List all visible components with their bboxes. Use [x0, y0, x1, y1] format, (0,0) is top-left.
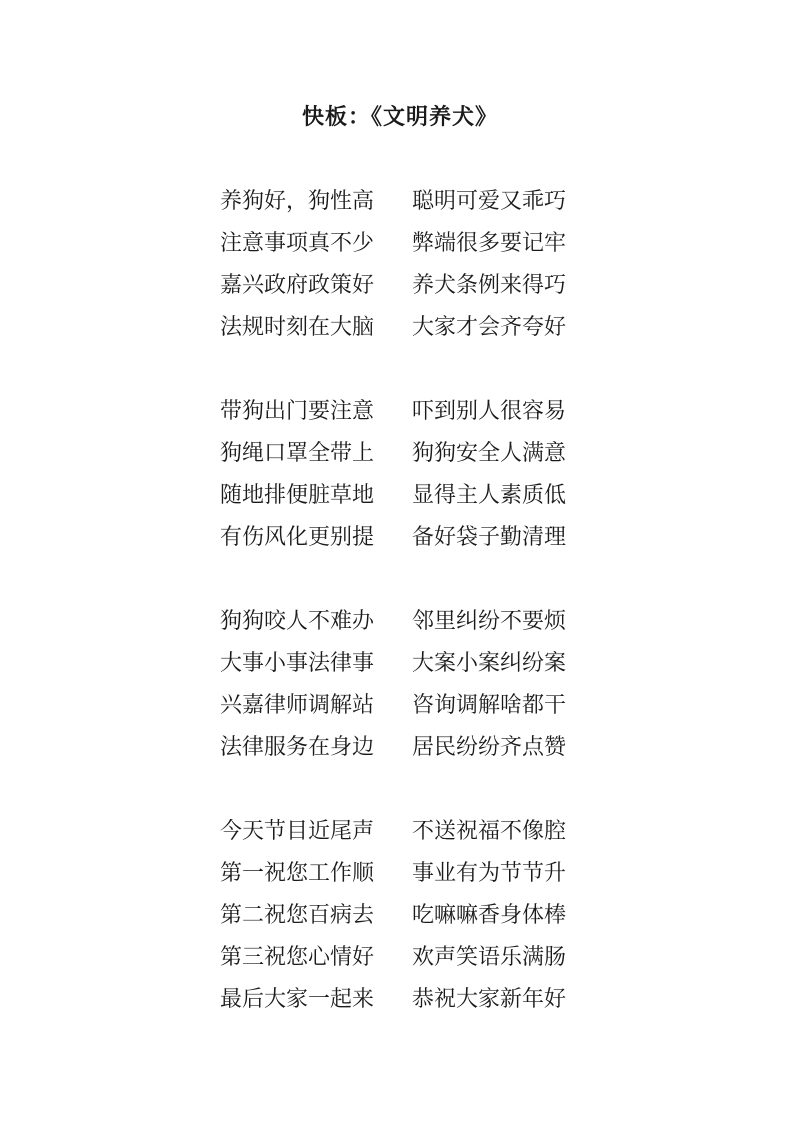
stanza-1 [0, 188, 800, 356]
verse-right: 显得主人素质低 [412, 483, 567, 508]
verse-right: 恭祝大家新年好 [412, 987, 567, 1012]
verse-line [0, 944, 800, 986]
verse-line [0, 398, 800, 440]
verse-right: 事业有为节节升 [412, 861, 567, 886]
verse-left: 狗狗咬人不难办 [220, 609, 375, 634]
verse-left: 狗绳口罩全带上 [220, 441, 375, 466]
stanza-3 [0, 608, 800, 776]
verse-left: 最后大家一起来 [220, 987, 375, 1012]
verse-line [0, 986, 800, 1028]
verse-right: 聪明可爱又乖巧 [412, 189, 567, 214]
verse-left: 嘉兴政府政策好 [220, 273, 375, 298]
verse-left: 随地排便脏草地 [220, 483, 375, 508]
verse-right: 大家才会齐夸好 [412, 315, 567, 340]
verse-left: 兴嘉律师调解站 [220, 693, 375, 718]
stanza-4 [0, 818, 800, 1028]
verse-right: 大案小案纠纷案 [412, 651, 567, 676]
verse-left: 注意事项真不少 [220, 231, 375, 256]
verse-left: 第三祝您心情好 [220, 945, 375, 970]
verse-left: 有伤风化更别提 [220, 525, 375, 550]
verse-line [0, 230, 800, 272]
verse-right: 居民纷纷齐点赞 [412, 735, 567, 760]
verse-right: 邻里纠纷不要烦 [412, 609, 567, 634]
verse-right: 吓到别人很容易 [412, 399, 567, 424]
verse-right: 欢声笑语乐满肠 [412, 945, 567, 970]
verse-line [0, 188, 800, 230]
verse-left: 带狗出门要注意 [220, 399, 375, 424]
verse-left: 养狗好，狗性高 [220, 189, 375, 214]
verse-line [0, 860, 800, 902]
verse-right: 弊端很多要记牢 [412, 231, 567, 256]
verse-line [0, 608, 800, 650]
page-title: 快板：《文明养犬》 [301, 105, 498, 130]
verse-line [0, 440, 800, 482]
verse-left: 法律服务在身边 [220, 735, 375, 760]
verse-right: 不送祝福不像腔 [412, 819, 567, 844]
verse-line [0, 902, 800, 944]
verse-left: 大事小事法律事 [220, 651, 375, 676]
verse-line [0, 524, 800, 566]
verse-right: 狗狗安全人满意 [412, 441, 567, 466]
verse-line [0, 650, 800, 692]
verse-line [0, 272, 800, 314]
verse-left: 今天节目近尾声 [220, 819, 375, 844]
verse-left: 法规时刻在大脑 [220, 315, 375, 340]
verse-line [0, 692, 800, 734]
verse-left: 第一祝您工作顺 [220, 861, 375, 886]
stanza-2 [0, 398, 800, 566]
verse-right: 吃嘛嘛香身体棒 [412, 903, 567, 928]
verse-line [0, 482, 800, 524]
verse-right: 咨询调解啥都干 [412, 693, 567, 718]
verse-right: 备好袋子勤清理 [412, 525, 567, 550]
verse-line [0, 818, 800, 860]
verse-line [0, 734, 800, 776]
verse-line [0, 314, 800, 356]
verse-right: 养犬条例来得巧 [412, 273, 567, 298]
verse-left: 第二祝您百病去 [220, 903, 375, 928]
